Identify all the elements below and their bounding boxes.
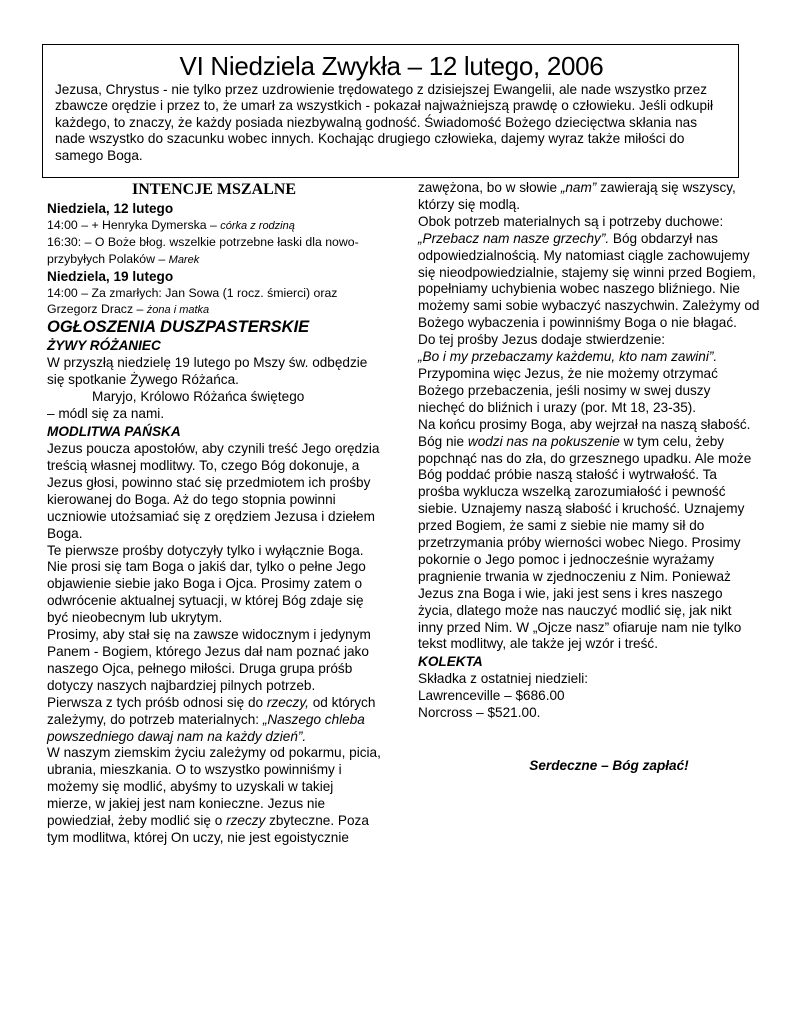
closing-text: Serdeczne – Bóg zapłać! xyxy=(529,758,689,774)
kolekta-line: Norcross – $521.00. xyxy=(418,705,541,721)
quote: „Bo i my przebaczamy każdemu, kto nam zawini”. xyxy=(418,349,718,365)
paragraph: Prosimy, aby stał się na zawsze widocznym i jedynym Panem - Bogiem, którego Jezus dał nam poznać jako naszego Ojca, pełnego miłości. Druga grupa próśb dotyczy naszych najbardziej pilnych potrzeb. xyxy=(47,627,371,693)
intencje-day-1: Niedziela, 12 lutego xyxy=(47,201,174,216)
intencje-day-2: Niedziela, 19 lutego xyxy=(47,268,174,284)
rozaniec-title: ŻYWY RÓŻANIEC xyxy=(47,338,161,354)
mass-intention: 16:30: – O Boże błog. wszelkie potrzebne łaski dla nowo-przybyłych Polaków – Marek xyxy=(47,235,359,266)
mass-intention: 14:00 – + Henryka Dymerska – córka z rodziną xyxy=(47,218,295,232)
paragraph: Pierwsza z tych próśb odnosi się do rzeczy, od których zależymy, do potrzeb materialnych: „Naszego chleba powszedniego dawaj nam na każdy dzień”. xyxy=(47,694,376,744)
rozaniec-text: W przyszłą niedzielę 19 lutego po Mszy św. odbędzie się spotkanie Żywego Różańca. xyxy=(47,355,368,388)
rozaniec-prayer: Maryjo, Królowo Różańca świętego xyxy=(92,389,305,405)
paragraph: zawężona, bo w słowie „nam” zawierają się wszyscy, którzy się modlą. xyxy=(418,180,736,212)
paragraph: Jezus poucza apostołów, aby czynili treść Jego orędzia treścią własnej modlitwy. To, czego Bóg dokonuje, a Jezus głosi, powinno stać się przedmiotem ich prośby kierowanej do Boga. Aż do tego stopnia powinni uczniowie utożsamiać się z orędziem Jezusa i dziełem Boga. xyxy=(47,441,380,541)
paragraph: Na końcu prosimy Boga, aby wejrzał na naszą słabość. Bóg nie wodzi nas na pokuszenie w tym celu, żeby popchnąć nas do zła, do grzesznego upadku. Ale może Bóg poddać próbie naszą stałość i wytrwałość. Ta prośba wyklucza wszelką zarozumiałość i pewność siebie. Uznajemy naszą słabość i kruchość. Uznajemy przed Bogiem, że sami z siebie nie mamy sił do przetrzymania próby wierności wobec Niego. Prosimy pokornie o Jego pomoc i jednocześnie wyrażamy pragnienie trwania w zjednoczeniu z Nim. Ponieważ Jezus zna Boga i wie, jaki jest sens i kres naszego życia, dlatego może nas nauczyć modlić się, jak nikt inny przed Nim. W „Ojcze nasz” ofiaruje nam nie tylko tekst modlitwy, ale także jej wzór i treść. xyxy=(418,416,752,652)
modlitwa-title: MODLITWA PAŃSKA xyxy=(47,424,181,440)
page-title: VI Niedziela Zwykła – 12 lutego, 2006 xyxy=(179,51,604,81)
kolekta-line: Składka z ostatniej niedzieli: xyxy=(418,671,589,687)
paragraph: Przypomina więc Jezus, że nie możemy otrzymać Bożego przebaczenia, jeśli nosimy w swej duszy niechęć do bliźnich i urazy (por. Mt 18, 23-35). xyxy=(418,365,718,415)
left-column xyxy=(47,180,381,847)
kolekta-title: KOLEKTA xyxy=(418,654,483,670)
rozaniec-prayer-end: – módl się za nami. xyxy=(47,406,165,422)
ogloszenia-title: OGŁOSZENIA DUSZPASTERSKIE xyxy=(47,318,310,337)
intro-paragraph: Jezusa, Chrystus - nie tylko przez uzdrowienie trędowatego z dzisiejszej Ewangelii, ale nade wszystko przez zbawcze orędzie i przez to, że umarł za wszystkich - pokazał najważniejszą prawdę o człowieku. Jeśli odkupił każdego, to znaczy, że każdy posiada niezbywalną godność. Świadomość Bożego dziecięctwa skłania nas nade wszystko do szacunku wobec innych. Kochając drugiego człowieka, dajemy wyraz także miłości do samego Boga. xyxy=(55,82,714,163)
kolekta-line: Lawrenceville – $686.00 xyxy=(418,688,565,704)
right-column xyxy=(418,180,760,775)
header-box xyxy=(42,44,739,178)
paragraph: Do tej prośby Jezus dodaje stwierdzenie: xyxy=(418,332,666,348)
paragraph: Obok potrzeb materialnych są i potrzeby duchowe: „Przebacz nam nasze grzechy”. Bóg obdarzył nas odpowiedzialnością. My natomiast ciągle zachowujemy się nieodpowiedzialnie, stajemy się winni przed Bogiem, popełniamy uchybienia wobec naszego bliźniego. Nie możemy sami sobie wybaczyć naszychwin. Zależymy od Bożego wybaczenia i powinniśmy Boga o nie błagać. xyxy=(418,213,760,331)
intencje-title: INTENCJE MSZALNE xyxy=(131,181,297,198)
paragraph: W naszym ziemskim życiu zależymy od pokarmu, picia, ubrania, mieszkania. O to wszystko powinniśmy i możemy się modlić, abyśmy to uzyskali w takiej mierze, w jakiej jest nam konieczne. Jezus nie powiedział, żeby modlić się o rzeczy zbyteczne. Poza tym modlitwa, której On uczy, nie jest egoistycznie xyxy=(47,745,381,845)
mass-intention: 14:00 – Za zmarłych: Jan Sowa (1 rocz. śmierci) oraz Grzegorz Dracz – żona i matka xyxy=(47,285,338,317)
paragraph: Te pierwsze prośby dotyczyły tylko i wyłącznie Boga. Nie prosi się tam Boga o jakiś dar, tylko o pełne Jego objawienie siebie jako Boga i Ojca. Prosimy zatem o odwrócenie aktualnej sytuacji, w której Bóg zdaje się być nieobecnym lub ukrytym. xyxy=(47,542,366,626)
